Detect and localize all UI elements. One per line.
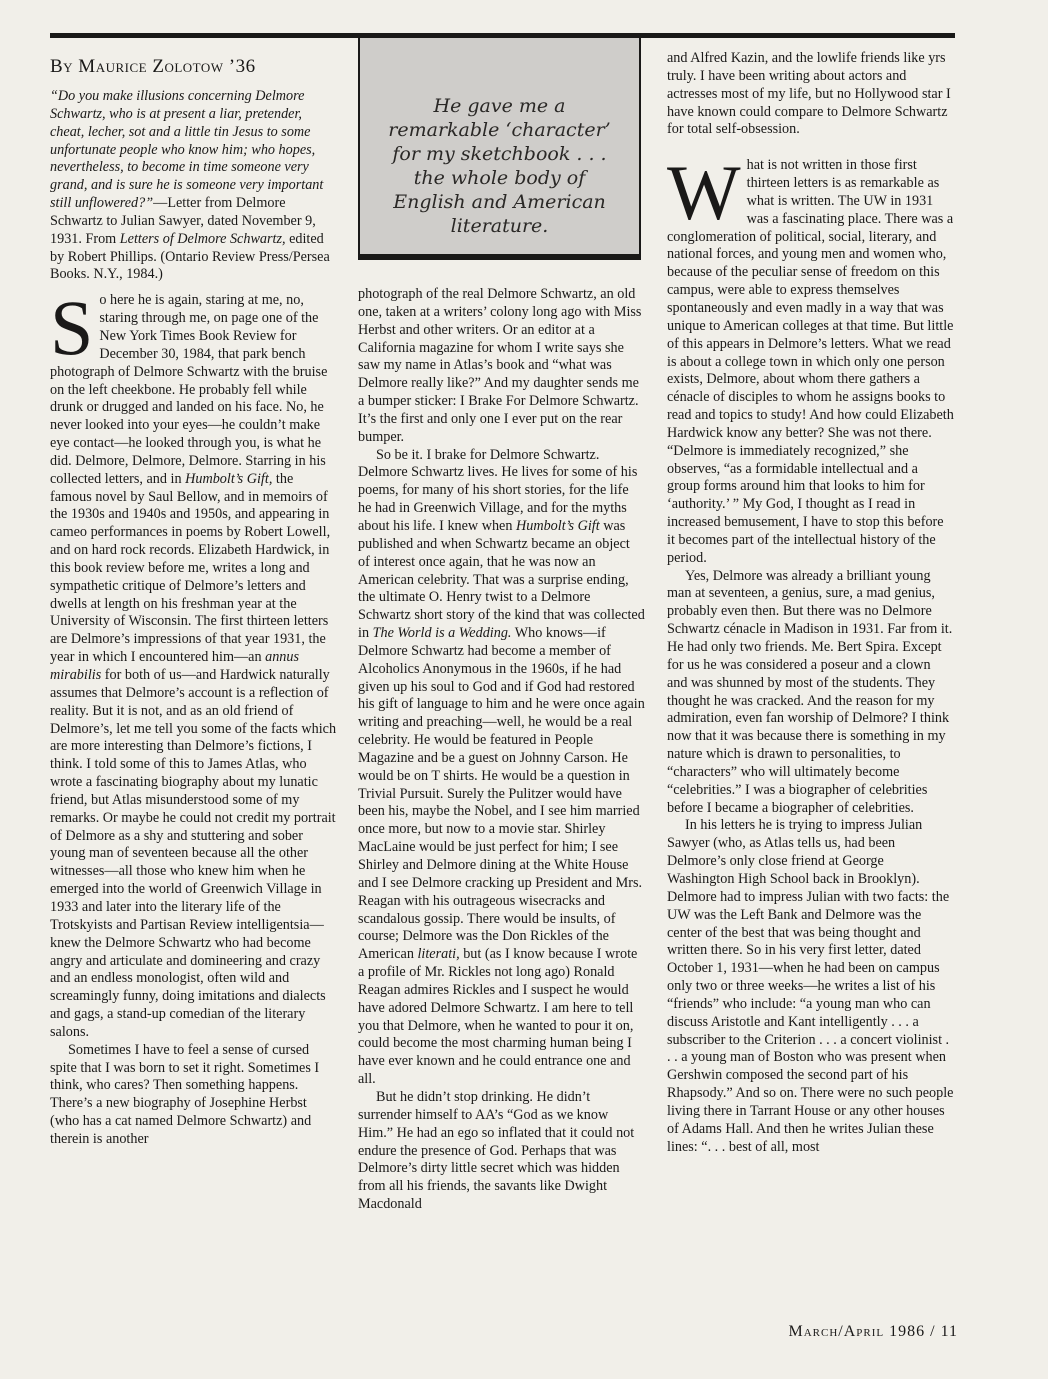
text-run: but (as I know because I wrote a profile of Mr. Rickles not long ago) Ronald Reagan admires Rickles and I suspect he would have adored Delmore Schwartz. I am here to tell you that Delmore, when he wanted to pour it on, could become the most charming human being I have ever known and he could entrance one and all. [358,946,638,1088]
page-folio: March/April 1986 / 11 [788,1323,958,1340]
body-paragraph: photograph of the real Delmore Schwartz, an old one, taken at a writers’ colony long ago with Miss Herbst and other writers. Or an editor at a California magazine for whom I write says she saw my name in Atlas’s book and “what was Delmore really like?” And my daughter sends me a bumper sticker: I Brake For Delmore Schwartz. It’s the first and only one I ever put on the rear bumper. [358,286,642,445]
text-run: for both of us—and Hardwick naturally assumes that Delmore’s account is a reflection of reality. But it is not, and as an old friend of Delmore’s, let me tell you some of the facts which are more interesting than Delmore’s fictions, I think. I told some of this to James Atlas, who wrote a fascinating biography about my lunatic friend, but Atlas misunderstood some of my remarks. Or maybe he could not credit my portrait of Delmore as a shy and stuttering and sober young man of seventeen because all the other witnesses—all those who knew him when he emerged into the world of Greenwich Village in 1933 and later into the literary life of the Trotskyists and Partisan Review intelligentsia—knew the Delmore Schwartz who had become angry and articulate and domineering and crazy and an endless monologist, often wild and screamingly funny, doing imitations and dialects and gags, a stand-up comedian of the literary salons. [50,667,337,1040]
book-title: Humbolt’s Gift [516,517,600,534]
text-run: So be it. I brake for Delmore Schwartz. Delmore Schwartz lives. He lives for some of his poems, for many of his short stories, for the life he had in Greenwich Village, and for the myths about his life. I knew when [358,446,638,534]
body-paragraph [358,447,645,1089]
epigraph-quote: “Do you make illusions concerning Delmore Schwartz, who is at present a liar, pretender, cheat, lecher, sot and a little tin Jesus to some unfortunate people who know him; who hopes, nevertheless, to become in time someone very grand, and is sure he is someone very important still unflowered?” [50,88,324,212]
book-title: The World is a Wedding. [372,625,512,642]
epigraph-attribution-end: edited by Robert Phillips. (Ontario Review Press/Persea Books. N.Y., 1984.) [50,230,330,283]
pull-quote-rule [358,256,641,260]
latin-phrase: annus mirabilis [50,649,300,683]
body-paragraph: In his letters he is trying to impress Julian Sawyer (who, as Atlas tells us, had been Delmore’s only close friend at George Washington High School back in Brooklyn). Delmore had to impress Julian with two facts: the UW was the Left Bank and Delmore was the center of the best that was being thought and written there. So in his very first letter, dated October 1, 1931—when he had been on campus only two or three weeks—he writes a list of his “friends” who include: “a young man who can discuss Aristotle and Kant intelligently . . . a subscriber to the Criterion . . . a concert violinist . . . a young man of Boston who was present when Gershwin composed the second part of his Rhapsody.” And so on. There were no such people living there in Tarrant House or any other houses of Adams Hall. And then he writes Julian these lines: “. . . best of all, most [667,817,954,1155]
body-paragraph: Yes, Delmore was already a brilliant young man at seventeen, a genius, sure, a mad genius, probably even then. But there was no Delmore Schwartz cénacle in Madison in 1931. Far from it. He had only two friends. Me. Bert Spira. Except for us he was considered a poseur and a clown and was shunned by most of the students. They thought he was cracked. And the reason for my admiration, even fan worship of Delmore? I think now that it was because there is something in my nature which is drawn to personalities, to “characters” who will ultimately become “celebrities.” I was a biographer of celebrities before I became a biographer of celebrities. [667,567,953,816]
body-paragraph: But he didn’t stop drinking. He didn’t surrender himself to AA’s “God as we know Him.” He had an ego so inflated that it could not endure the presence of God. Perhaps that was Delmore’s dirty little secret which was hidden from all his friends, the savants like Dwight Macdonald [358,1088,635,1213]
body-paragraph: Sometimes I have to feel a sense of cursed spite that I was born to set it right. Sometimes I think, who cares? Then something happens. There’s a new biography of Josephine Herbst (who has a cat named Delmore Schwartz) and therein is another [50,1041,320,1147]
epigraph-attribution: —Letter from Delmore Schwartz to Julian Sawyer, dated November 9, 1931. From [50,195,316,247]
column-3 [667,50,954,1156]
pull-quote-box [358,38,641,256]
epigraph-book-title: Letters of Delmore Schwartz, [119,230,286,247]
text-run: was published and when Schwartz became an object of interest once again, that he was now an American celebrity. That was a surprise ending, the ultimate O. Henry twist to a Delmore Schwartz short story of the kind that was collected in [358,517,645,642]
body-paragraph [667,149,954,567]
epigraph [50,88,337,284]
column-2 [358,286,645,1214]
text-run: o here he is again, staring at me, no, staring through me, on page one of the New York Times Book Review for December 30, 1984, that park bench photograph of Delmore Schwartz with the bruise on the left cheekbone. He probably fell while drunk or drugged and landed on his face. No, he never looked into your eyes—he couldn’t make eye contact—he looked through you, is what he did. Delmore, Delmore, Delmore. Starring in his collected letters, and in [50,292,328,487]
body-paragraph: and Alfred Kazin, and the lowlife friends like yrs truly. I have been writing about actors and actresses most of my life, but no Hollywood star I have known could compare to Delmore Schwartz for total self-obsession. [667,50,951,138]
pull-quote: He gave me a remarkable ‘character’ for my sketchbook . . . the whole body of English and American literature. [388,95,611,237]
text-run: the famous novel by Saul Bellow, and in memoirs of the 1930s and 1940s and 1950s, and appearing in cameo performances in poems by Robert Lowell, and on hard rock records. Elizabeth Hardwick, in this book review before me, writes a long and sympathetic critique of Delmore’s letters and dwells at length on his freshman year at the University of Wisconsin. The first thirteen letters are Delmore’s impressions of that year 1931, the year in which I encountered him—an [50,470,331,666]
text-run: Who knows—if Delmore Schwartz had become a member of Alcoholics Anonymous in the 1960s, if he had given up his soul to God and if God had restored his gift of language to him and he were once again writing and preaching—well, he would be a real celebrity. He would be featured in People Magazine and be a guest on Johnny Carson. He would be on T shirts. He would be a question in Trivial Pursuit. Surely the Pulitzer would have been his, maybe the Nobel, and I see him married once more, but now to a movie star. Shirley MacLaine would be just perfect for him; I see Shirley and Delmore dining at the White House and I see Delmore cracking up President and Mrs. Reagan with his outrageous wisecracks and scandalous gossip. There would be insults, of course; Delmore was the Don Rickles of the American [358,625,645,963]
book-title: Humbolt’s Gift, [185,470,273,487]
text-run: hat is not written in those first thirteen letters is as remarkable as what is written. The UW in 1931 was a fascinating place. There was a conglomeration of political, social, literary, and national forces, and young men and women who, because of the peculiar sense of freedom on this campus, were able to express themselves spontaneously and even madly in a way that was unique to American colleges at that time. But little of this appears in Delmore’s letters. What we read is about a college town in which only one person exists, Delmore, about whom there gathers a cénacle of disciples to whom he assigns books to read and topics to study! And how could Elizabeth Hardwick know any better? She was not there. “Delmore is immediately recognized,” she observes, “as a formidable intellectual and a group forms around him that looks to him for ‘authority.’ ” My God, I thought as I read in increased bemusement, I have to stop this before it becomes part of the intellectual history of the period. [667,157,954,566]
body-paragraph [50,284,337,1041]
drop-cap: W [667,149,741,237]
column-1 [50,50,337,1149]
italic-word: literati, [417,946,460,963]
drop-cap: S [50,284,94,372]
byline: By Maurice Zolotow ’36 [50,56,256,77]
